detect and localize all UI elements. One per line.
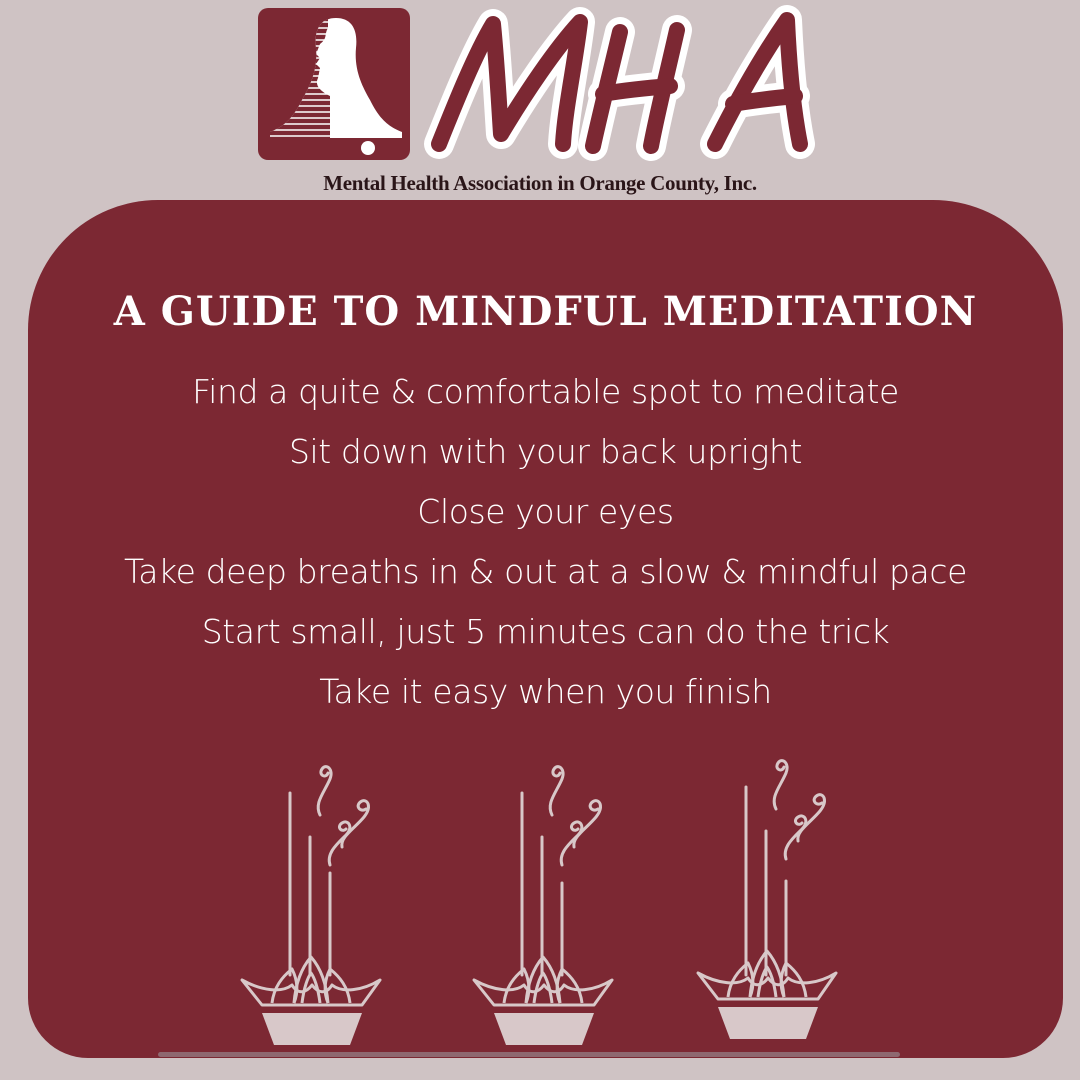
guide-title: A GUIDE TO MINDFUL MEDITATION (113, 288, 978, 335)
guide-step: Sit down with your back upright (288, 432, 803, 471)
ground-divider (158, 1052, 900, 1057)
guide-steps-list (28, 366, 1063, 726)
guide-step: Take it easy when you finish (319, 672, 772, 711)
logo-tagline: Mental Health Association in Orange County, Inc. (323, 171, 757, 195)
incense-lotus-icon (678, 755, 858, 1055)
incense-lotus-icon (454, 755, 634, 1055)
guide-step: Find a quite & comfortable spot to meditate (192, 372, 899, 411)
guide-step: Take deep breaths in & out at a slow & mindful pace (123, 552, 967, 591)
guide-step: Close your eyes (417, 492, 674, 531)
guide-step: Start small, just 5 minutes can do the trick (201, 612, 890, 651)
logo-bell-icon (258, 8, 410, 160)
logo-mha-lettering (415, 0, 835, 174)
incense-lotus-icon (222, 755, 402, 1055)
